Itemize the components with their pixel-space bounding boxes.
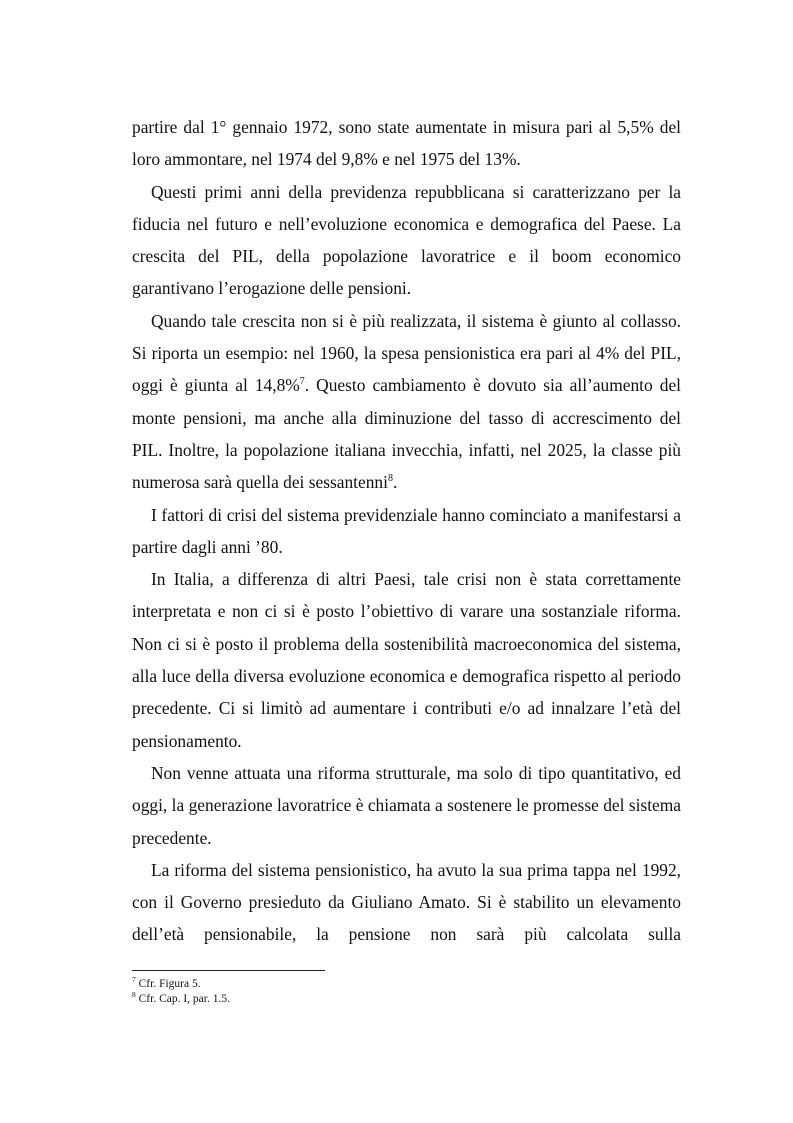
footnote-ref-8[interactable]: 8 xyxy=(387,473,393,485)
footnote-mark: 8 xyxy=(132,990,136,1000)
paragraph-italy: In Italia, a differenza di altri Paesi, tale crisi non è stata correttamente interpretata e non ci si è posto l’obiettivo di varare una sostanziale riforma. Non ci si è posto il problema della sostenibilità macroeconomica del sistema, alla luce della diversa evoluzione economica e demografica rispetto al periodo precedente. Ci si limitò ad aumentare i contributi e/o ad innalzare l’età del pensionamento. xyxy=(132,569,681,751)
paragraph-collapse-part-b: . Questo cambiamento è dovuto sia all’aumento del monte pensioni, ma anche alla diminuzione del tasso di accrescimento del PIL. Inoltre, la popolazione italiana invecchia, infatti, nel 2025, la classe più numerosa sarà quella dei sessantenni xyxy=(132,375,681,493)
footnote-7 xyxy=(132,977,681,992)
paragraph-early-years: Questi primi anni della previdenza repubblicana si caratterizzano per la fiducia nel futuro e nell’evoluzione economica e demografica del Paese. La crescita del PIL, della popolazione lavoratrice e il boom economico garantivano l’erogazione delle pensioni. xyxy=(132,181,681,299)
paragraph-collapse-part-c: . xyxy=(392,472,398,493)
body-text xyxy=(132,111,681,951)
paragraph-collapse xyxy=(132,305,681,499)
paragraph-structural-reform: Non venne attuata una riforma strutturale, ma solo di tipo quantitativo, ed oggi, la generazione lavoratrice è chiamata a sostenere le promesse del sistema precedente. xyxy=(132,762,681,848)
paragraph-collapse-part-a: Quando tale crescita non si è più realizzata, il sistema è giunto al collasso. Si riporta un esempio: nel 1960, la spesa pensionistica era pari al 4% del PIL, oggi è giunta al 14,8% xyxy=(132,310,681,396)
paragraph-continuation: partire dal 1° gennaio 1972, sono state aumentate in misura pari al 5,5% del loro ammontare, nel 1974 del 9,8% e nel 1975 del 13%. xyxy=(132,117,681,170)
footnote-mark: 7 xyxy=(132,975,136,985)
footnote-text: Cfr. Cap. I, par. 1.5. xyxy=(135,993,230,1005)
footnote-text: Cfr. Figura 5. xyxy=(135,978,201,990)
footnote-8 xyxy=(132,992,681,1007)
footnote-ref-7[interactable]: 7 xyxy=(299,376,305,388)
footnotes xyxy=(132,977,681,1007)
paragraph-crisis-factors: I fattori di crisi del sistema previdenziale hanno cominciato a manifestarsi a partire dagli anni ’80. xyxy=(132,504,681,557)
paragraph-reform-1992: La riforma del sistema pensionistico, ha avuto la sua prima tappa nel 1992, con il Governo presieduto da Giuliano Amato. Si è stabilito un elevamento dell’età pensionabile, la pensione non sarà più calcolata sulla xyxy=(132,859,681,945)
footnote-separator xyxy=(132,970,325,971)
